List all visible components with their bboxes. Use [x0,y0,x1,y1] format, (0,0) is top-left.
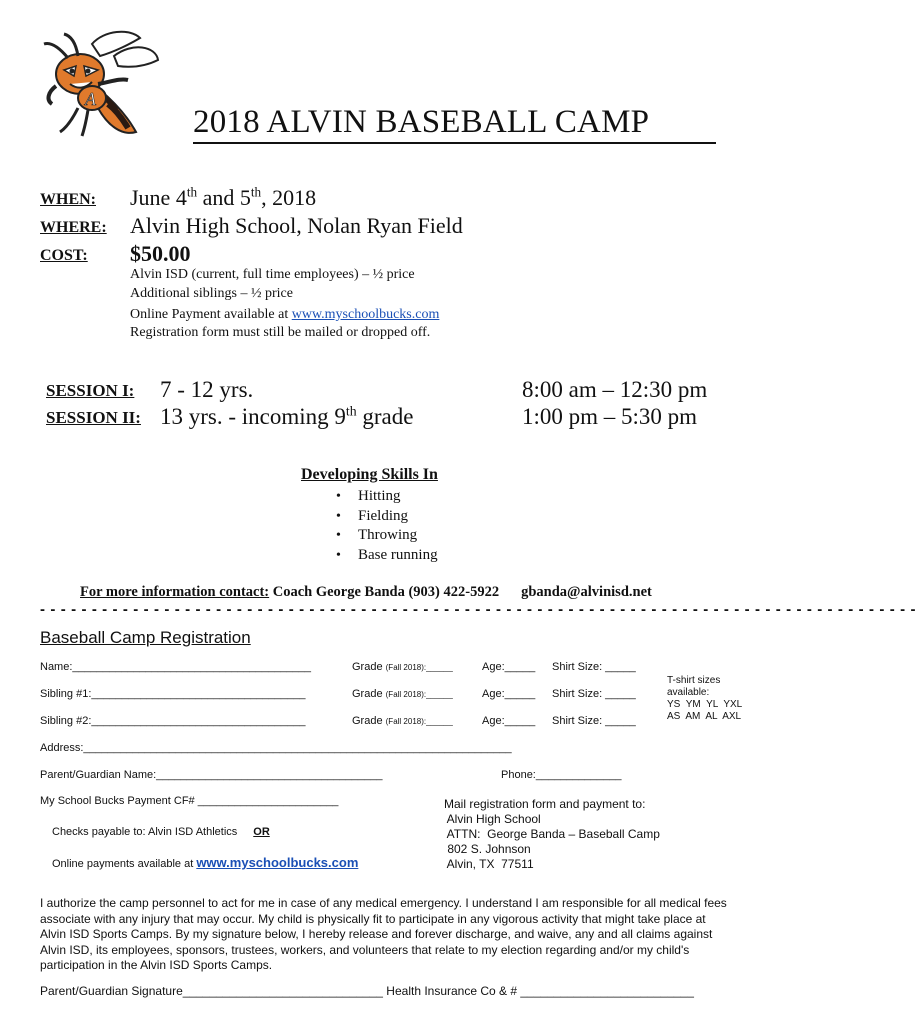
contact-label: For more information contact: [80,584,270,600]
mail-instructions: Mail registration form and payment to: Alvin High School ATTN: George Banda – Baseball Camp 802 S. Johnson Alvin, TX 77511 [444,797,660,871]
registration-mail-note: Registration form must still be mailed or dropped off. [130,325,431,340]
authorization-text: I authorize the camp personnel to act for me in case of any medical emergency. I understand I am responsible for all medical fees associate with any injury that may occur. My child is physically fit to participate in any vigorous activity that might take place at Alvin ISD Sports Camps. By my signature below, I hereby release and forever discharge, and waive, any and all claims against Alvin ISD, its employees, sponsors, trustees, workers, and volunteers that relate to my election regarding and/or my child's participation in the Alvin ISD Sports Camps. [40,896,727,973]
phone-field[interactable]: Phone:______________ [501,769,622,781]
svg-text:A: A [85,89,96,109]
shirt-size-field[interactable]: Shirt Size: _____ [552,661,636,673]
age-field[interactable]: Age:_____ [482,715,536,727]
session-2-ages: 13 yrs. - incoming 9th grade [160,403,414,429]
title-underline [193,142,716,144]
signature-line[interactable]: Parent/Guardian Signature______________________________ Health Insurance Co & # __________________________ [40,984,694,998]
shirt-size-field[interactable]: Shirt Size: _____ [552,715,636,727]
online-payments-note: Online payments available at www.myschoolbucks.com [52,855,359,870]
cut-line-divider: - - - - - - - - - - - - - - - - - - - - - - - - - - - - - - - - - - - - - - - - - - - - - - - - - - - - - - - - - - - - - - - - - - - - - - - - - - - - - - - - - - - - - [40,601,916,618]
registration-title: Baseball Camp Registration [40,628,251,647]
session-1-time: 8:00 am – 12:30 pm [522,377,708,402]
skills-title: Developing Skills In [301,466,438,483]
age-field[interactable]: Age:_____ [482,688,536,700]
cost-note-employees: Alvin ISD (current, full time employees) – ½ price [130,267,415,282]
myschoolbucks-link[interactable]: www.myschoolbucks.com [291,307,440,322]
sibling-2-field[interactable]: Sibling #2:___________________________________ [40,715,306,727]
or-label: OR [253,826,270,838]
when-value: June 4th and 5th, 2018 [130,184,317,210]
session-1-label: SESSION I: [46,381,135,400]
hornet-mascot-icon [42,30,162,138]
guardian-name-field[interactable]: Parent/Guardian Name:_____________________________________ [40,769,383,781]
session-1-ages: 7 - 12 yrs. [160,377,254,402]
cost-label: COST: [40,247,88,264]
myschoolbucks-link-2[interactable]: www.myschoolbucks.com [196,855,359,870]
cost-value: $50.00 [130,241,191,266]
when-label: WHEN: [40,191,96,208]
where-label: WHERE: [40,219,107,236]
list-item: • Hitting [336,487,438,507]
page-title: 2018 ALVIN BASEBALL CAMP [193,104,650,140]
session-2-label: SESSION II: [46,408,141,427]
cost-note-siblings: Additional siblings – ½ price [130,286,293,301]
skills-list [336,487,438,565]
where-value: Alvin High School, Nolan Ryan Field [130,213,463,238]
session-2-time: 1:00 pm – 5:30 pm [522,404,698,429]
contact-line [80,584,652,601]
tshirt-sizes-note: T-shirt sizes available: YS YM YL YXL AS AM AL AXL [667,675,743,722]
grade-field[interactable]: Grade (Fall 2018):______ [352,661,453,673]
contact-email[interactable]: gbanda@alvinisd.net [521,584,652,600]
checks-payable-note: Checks payable to: Alvin ISD Athletics OR [52,826,270,838]
list-item: • Fielding [336,507,438,527]
list-item: • Throwing [336,526,438,546]
contact-name-phone: Coach George Banda (903) 422-5922 [269,584,500,600]
shirt-size-field[interactable]: Shirt Size: _____ [552,688,636,700]
online-payment-note: Online Payment available at www.myschoolbucks.com [130,307,440,322]
payment-cf-field[interactable]: My School Bucks Payment CF# _______________________ [40,795,339,807]
address-field[interactable]: Address:______________________________________________________________________ [40,742,512,754]
list-item: • Base running [336,546,438,566]
grade-field[interactable]: Grade (Fall 2018):______ [352,688,453,700]
sibling-1-field[interactable]: Sibling #1:___________________________________ [40,688,306,700]
age-field[interactable]: Age:_____ [482,661,536,673]
grade-field[interactable]: Grade (Fall 2018):______ [352,715,453,727]
name-field[interactable]: Name:_______________________________________ [40,661,311,673]
